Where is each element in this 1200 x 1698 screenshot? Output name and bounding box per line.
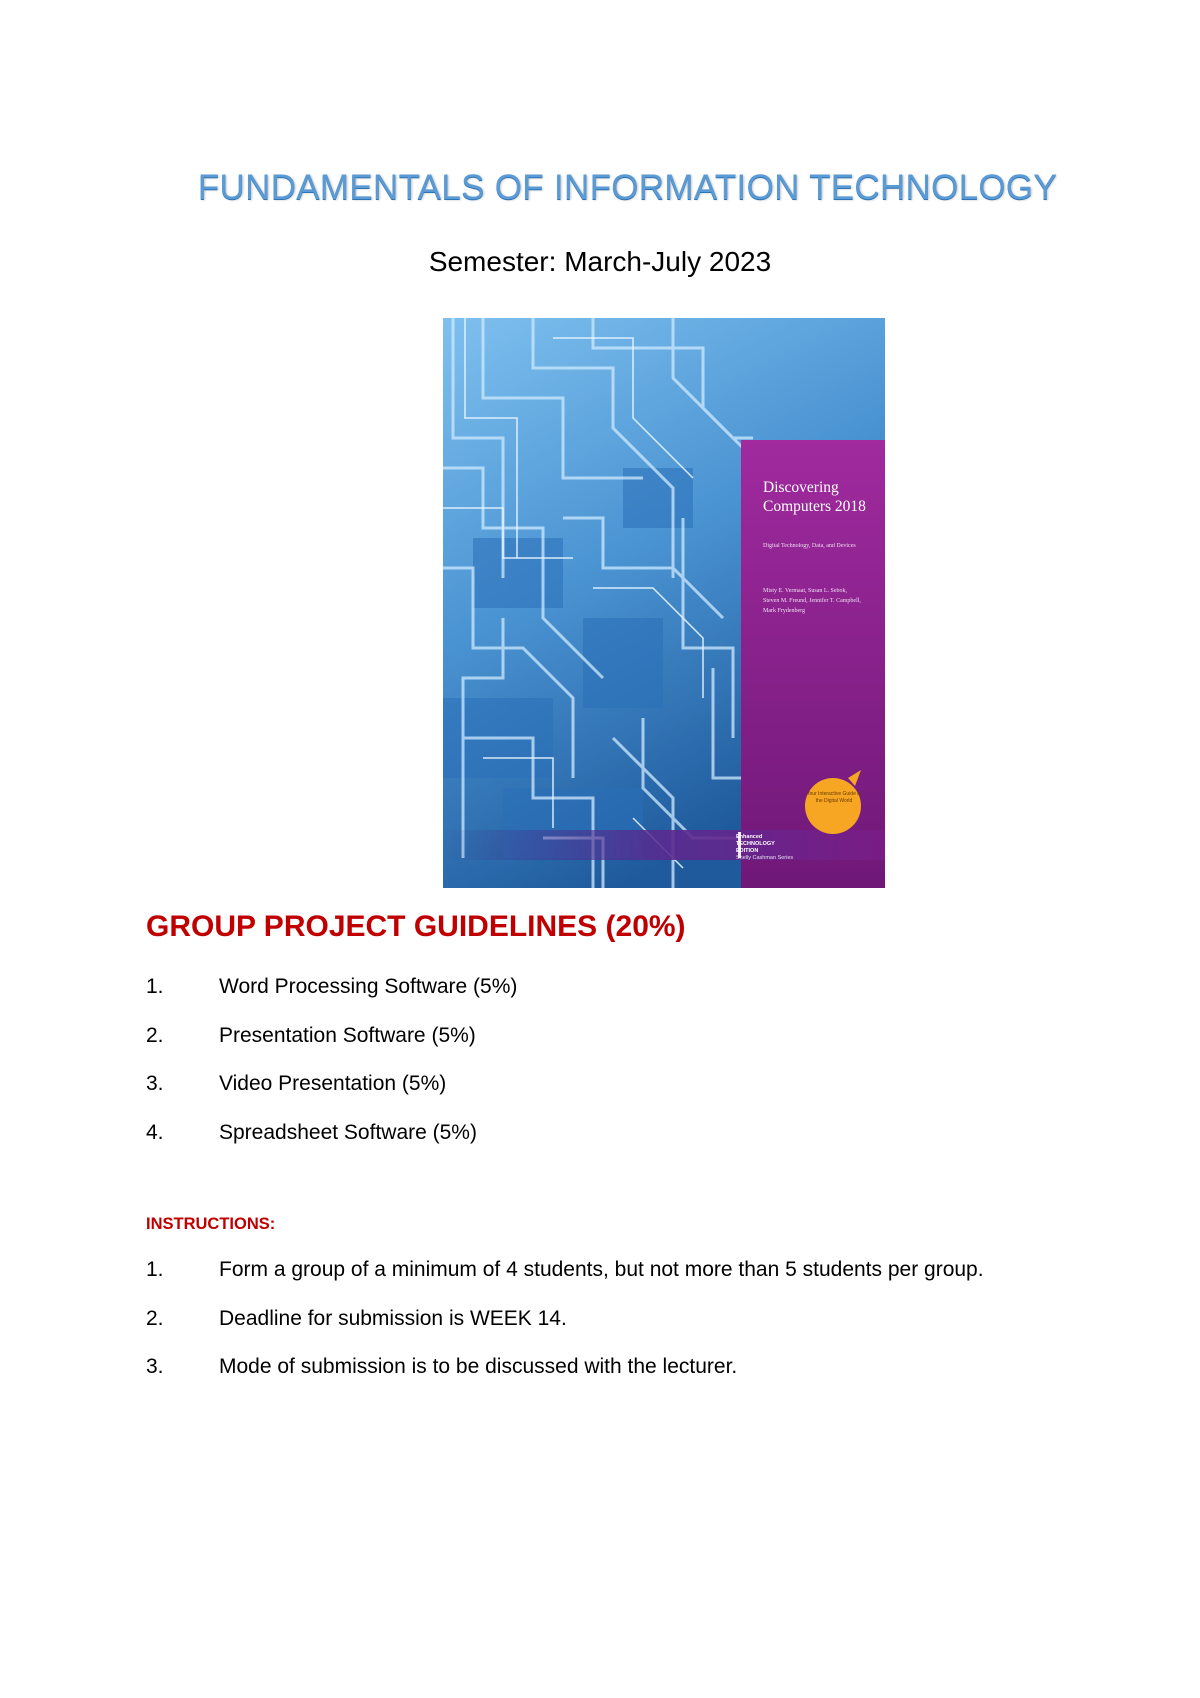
book-cover-image — [443, 318, 885, 888]
item-number: 1. — [146, 975, 164, 998]
item-number: 3. — [146, 1072, 164, 1095]
list-item — [146, 1307, 984, 1356]
edition-line-1: Enhanced — [736, 834, 763, 840]
cover-badge: Your Interactive Guide to the Digital World — [806, 791, 862, 804]
document-title: FUNDAMENTALS OF INFORMATION TECHNOLOGY — [197, 168, 1058, 207]
list-item — [146, 1355, 984, 1404]
guidelines-heading: GROUP PROJECT GUIDELINES (20%) — [146, 910, 686, 943]
item-text: Form a group of a minimum of 4 students, but not more than 5 students per group. — [219, 1258, 984, 1281]
instructions-label: INSTRUCTIONS: — [146, 1215, 276, 1233]
edition-line-2: TECHNOLOGY — [736, 841, 775, 847]
edition-line-3: EDITION — [736, 848, 759, 854]
edition-line-4: Shelly Cashman Series — [736, 855, 794, 861]
item-text: Video Presentation (5%) — [219, 1072, 447, 1095]
list-item — [146, 1258, 984, 1307]
item-text: Word Processing Software (5%) — [219, 975, 518, 998]
cover-subtitle: Digital Technology, Data, and Devices — [763, 543, 856, 549]
list-item — [146, 975, 517, 1024]
item-number: 3. — [146, 1355, 164, 1378]
item-text: Mode of submission is to be discussed with the lecturer. — [219, 1355, 738, 1378]
item-text: Deadline for submission is WEEK 14. — [219, 1306, 567, 1330]
list-item — [146, 1072, 517, 1121]
guidelines-list — [146, 975, 517, 1169]
cover-authors: Misty E. Vermaat, Susan L. Sebok, Steven M. Freund, Jennifer T. Campbell, Mark Frydenberg — [763, 588, 861, 614]
item-text: Spreadsheet Software (5%) — [219, 1120, 477, 1144]
instructions-list — [146, 1258, 984, 1404]
cover-title: Discovering Computers 2018 — [763, 479, 866, 515]
item-number: 1. — [146, 1258, 164, 1281]
item-text: Presentation Software (5%) — [219, 1023, 476, 1047]
item-number: 4. — [146, 1120, 164, 1144]
list-item — [146, 1024, 517, 1073]
cover-edition — [736, 834, 816, 862]
item-number: 2. — [146, 1023, 164, 1047]
item-number: 2. — [146, 1306, 164, 1330]
semester-text: Semester: March-July 2023 — [428, 246, 772, 277]
list-item — [146, 1121, 517, 1170]
